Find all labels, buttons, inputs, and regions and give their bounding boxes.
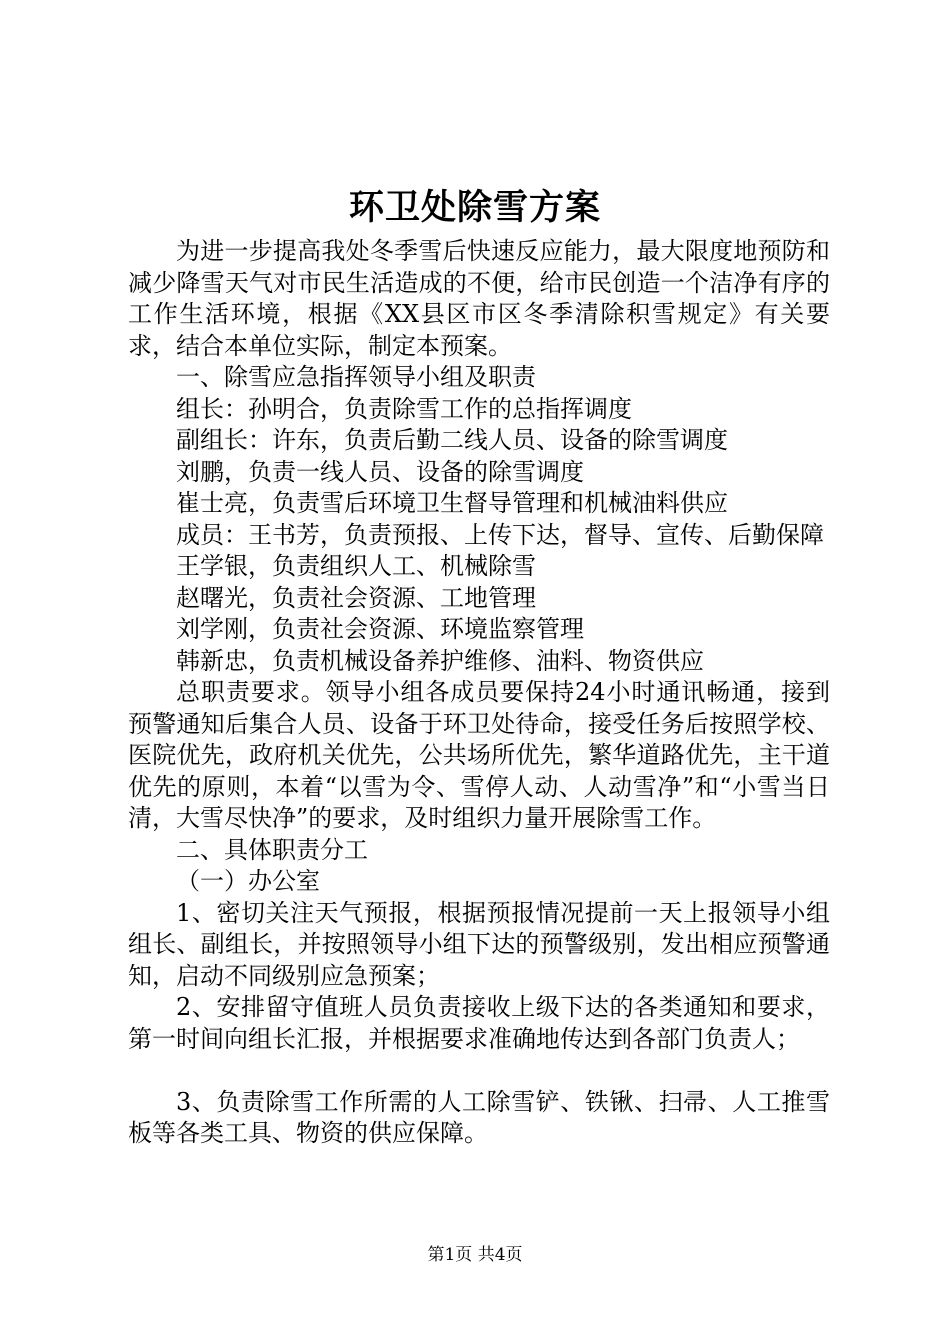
paragraph-item-2: 2、安排留守值班人员负责接收上级下达的各类通知和要求，第一时间向组长汇报，并根据要求准确地传达到各部门负责人； [128, 993, 830, 1053]
section-heading-responsibilities: 二、具体职责分工 [176, 835, 368, 864]
paragraph-wang-xueyin: 王学银，负责组织人工、机械除雪 [176, 552, 536, 580]
paragraph-deputy-leader: 副组长：许东，负责后勤二线人员、设备的除雪调度 [176, 426, 728, 454]
document-title: 环卫处除雪方案 [348, 187, 601, 228]
paragraph-general-duties: 总职责要求。领导小组各成员要保持24小时通讯畅通，接到预警通知后集合人员、设备于环卫处待命，接受任务后按照学校、医院优先，政府机关优先，公共场所优先，繁华道路优先，主干道优先的原则，本着“以雪为令、雪停人动、人动雪净”和“小雪当日清，大雪尽快净”的要求，及时组织力量开展除雪工作。 [128, 678, 830, 832]
subsection-heading-office: （一）办公室 [176, 867, 320, 895]
paragraph-han-xinzhong: 韩新忠，负责机械设备养护维修、油料、物资供应 [176, 646, 704, 675]
document-body [128, 236, 830, 1150]
paragraph-group-leader: 组长：孙明合，负责除雪工作的总指挥调度 [176, 394, 632, 423]
paragraph-liu-peng: 刘鹏，负责一线人员、设备的除雪调度 [176, 457, 584, 486]
paragraph-item-3: 3、负责除雪工作所需的人工除雪铲、铁锹、扫帚、人工推雪板等各类工具、物资的供应保障。 [128, 1087, 830, 1147]
paragraph-zhao-shuguang: 赵曙光，负责社会资源、工地管理 [176, 583, 536, 612]
paragraph-cui-shiliang: 崔士亮，负责雪后环境卫生督导管理和机械油料供应 [176, 489, 728, 517]
intro-paragraph: 为进一步提高我处冬季雪后快速反应能力，最大限度地预防和减少降雪天气对市民生活造成的不便，给市民创造一个洁净有序的工作生活环境，根据《XX县区市区冬季清除积雪规定》有关要求，结合本单位实际，制定本预案。 [128, 237, 830, 360]
page-footer: 第1页 共4页 [427, 1245, 523, 1265]
section-heading-leadership: 一、除雪应急指挥领导小组及职责 [176, 363, 536, 391]
paragraph-liu-xuegang: 刘学刚，负责社会资源、环境监察管理 [176, 615, 584, 643]
paragraph-item-1: 1、密切关注天气预报，根据预报情况提前一天上报领导小组组长、副组长，并按照领导小组下达的预警级别，发出相应预警通知，启动不同级别应急预案； [128, 898, 830, 990]
paragraph-members: 成员：王书芳，负责预报、上传下达，督导、宣传、后勤保障 [176, 520, 824, 549]
